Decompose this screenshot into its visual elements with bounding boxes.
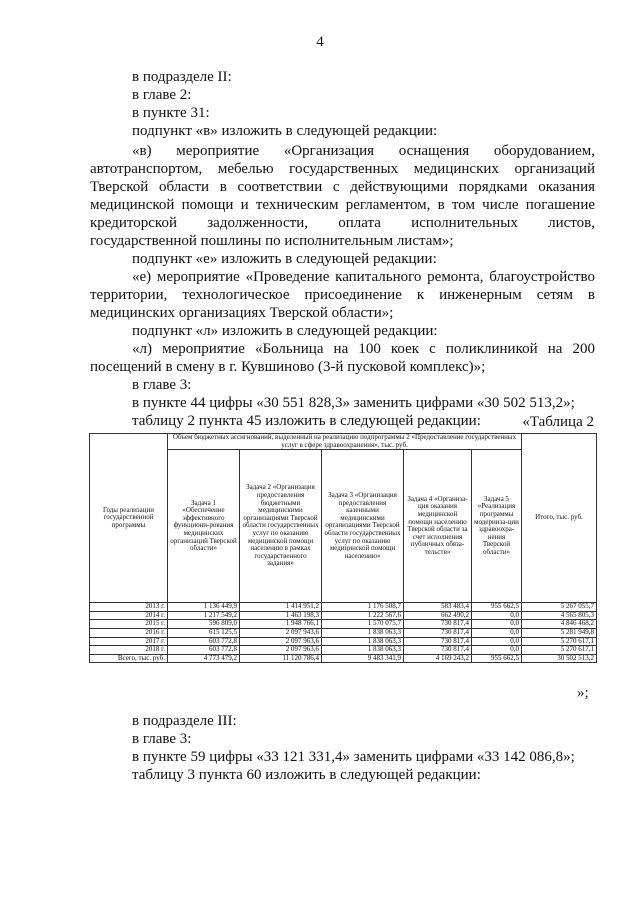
cell-value: 1 838 063,3	[322, 646, 404, 655]
cell-value: 2 097 963,6	[240, 637, 322, 646]
text-line: в подразделе II:	[132, 69, 232, 85]
text-line: подпункт «е» изложить в следующей редакции:	[132, 251, 437, 267]
text-line: медицинских организациях Тверской области»;	[90, 305, 394, 321]
text-line: подпункт «в» изложить в следующей редакции:	[132, 123, 438, 139]
cell-value: 2 097 943,6	[240, 628, 322, 637]
page-number: 4	[316, 34, 324, 50]
cell-year: 2014 г.	[90, 611, 168, 620]
cell-value: 0,0	[472, 646, 522, 655]
cell-value: 1 136 449,9	[168, 603, 240, 612]
text-line: кредиторской задолженности, оплата исполнительных листов,	[90, 215, 595, 231]
cell-value: 4 169 243,2	[404, 654, 472, 663]
cell-year: 2016 г.	[90, 628, 168, 637]
cell-total: 4 846 468,2	[522, 620, 597, 629]
text-line: в пункте 59 цифры «33 121 331,4» заменить цифрами «33 142 086,8»;	[132, 749, 575, 765]
text-line: государственной пошлины по исполнительным листам»;	[90, 233, 454, 249]
cell-value: 1 414 951,2	[240, 603, 322, 612]
table-close-quote: »;	[577, 685, 589, 701]
cell-value: 730 817,4	[404, 637, 472, 646]
cell-value: 1 222 567,6	[322, 611, 404, 620]
cell-total: 5 281 949,8	[522, 628, 597, 637]
table-row	[90, 646, 597, 655]
cell-value: 730 817,4	[404, 620, 472, 629]
cell-total: 30 502 513,2	[522, 654, 597, 663]
text-line: подпункт «л» изложить в следующей редакции:	[132, 323, 438, 339]
cell-total: 5 267 055,7	[522, 603, 597, 612]
cell-value: 662 490,2	[404, 611, 472, 620]
cell-value: 603 772,8	[168, 637, 240, 646]
cell-value: 1 463 198,3	[240, 611, 322, 620]
text-line: территории, технологическое присоединение к инженерным сетям в	[90, 287, 595, 303]
cell-value: 1 948 766,1	[240, 620, 322, 629]
text-line: в главе 3:	[132, 377, 192, 393]
cell-value: 11 120 786,4	[240, 654, 322, 663]
table-row	[90, 628, 597, 637]
header-group: Объем бюджетных ассигнований, выделенный на реализацию подпрограммы 2 «Предоставление государственных услуг в сфере здравоохранения», тыс. руб.	[168, 434, 522, 450]
cell-value: 730 817,4	[404, 628, 472, 637]
cell-value: 583 483,4	[404, 603, 472, 612]
header-task-2: Задача 2 «Организация предоставления бюджетными медицинскими организациями Тверской области государственных услуг по оказанию медицинской помощи населению в рамках государственного задания»	[240, 450, 322, 603]
text-line: в пункте 44 цифры «30 551 828,3» заменить цифрами «30 502 513,2»;	[132, 395, 575, 411]
text-line: медицинской помощи и техническим регламентом, в том числе погашение	[90, 197, 595, 213]
table-row-total	[90, 654, 597, 663]
cell-value: 603 772,8	[168, 646, 240, 655]
text-line: в главе 3:	[132, 731, 192, 747]
text-line: в пункте 31:	[132, 105, 210, 121]
text-line: в подразделе III:	[132, 713, 237, 729]
text-line: Тверской области в соответствии с действующими порядками оказания	[90, 179, 595, 195]
cell-value: 0,0	[472, 628, 522, 637]
table-row	[90, 637, 597, 646]
cell-value: 0,0	[472, 620, 522, 629]
cell-value: 615 125,5	[168, 628, 240, 637]
cell-value: 0,0	[472, 611, 522, 620]
header-task-1: Задача 1 «Обеспечение эффективного функциони-рования медицинских организаций Тверской области»	[168, 450, 240, 603]
cell-value: 4 773 479,2	[168, 654, 240, 663]
cell-value: 1 570 075,7	[322, 620, 404, 629]
table-caption: «Таблица 2	[522, 414, 594, 430]
cell-year: 2017 г.	[90, 637, 168, 646]
cell-value: 730 817,4	[404, 646, 472, 655]
cell-value: 1 217 549,2	[168, 611, 240, 620]
text-line: посещений в смену в г. Кувшиново (3-й пусковой комплекс)»;	[90, 359, 486, 375]
cell-total: 4 565 805,3	[522, 611, 597, 620]
text-line: таблицу 3 пункта 60 изложить в следующей редакции:	[132, 767, 481, 783]
cell-value: 596 809,0	[168, 620, 240, 629]
text-line: «е) мероприятие «Проведение капитального ремонта, благоустройство	[132, 269, 595, 285]
cell-value: 9 483 341,9	[322, 654, 404, 663]
budget-table	[89, 433, 597, 663]
cell-year: 2013 г.	[90, 603, 168, 612]
text-line: автотранспортом, мебелью государственных медицинских организаций	[90, 161, 595, 177]
cell-value: 955 662,5	[472, 603, 522, 612]
header-total: Итого, тыс. руб.	[522, 434, 597, 603]
cell-total: 5 270 617,1	[522, 646, 597, 655]
text-line: «в) мероприятие «Организация оснащения оборудованием,	[132, 143, 595, 159]
text-line: в главе 2:	[132, 87, 192, 103]
header-task-5: Задача 5 «Реализация программы модерниза-ции здравоохра-нения Тверской области»	[472, 450, 522, 603]
cell-value: 955 662,5	[472, 654, 522, 663]
header-years: Годы реализации государственной программы	[90, 434, 168, 603]
cell-value: 0,0	[472, 637, 522, 646]
text-line: «л) мероприятие «Больница на 100 коек с поликлиникой на 200	[132, 341, 595, 357]
cell-year: 2018 г.	[90, 646, 168, 655]
header-task-4: Задача 4 «Организа-ция оказания медицинской помощи населению Тверской области за счет исполнения публичных обяза-тельств»	[404, 450, 472, 603]
cell-year: Всего, тыс. руб.	[90, 654, 168, 663]
table-row	[90, 603, 597, 612]
text-line: таблицу 2 пункта 45 изложить в следующей редакции:	[132, 413, 481, 429]
cell-year: 2015 г.	[90, 620, 168, 629]
header-task-3: Задача 3 «Организация предоставления казенными медицинскими организациями Тверской области государственных услуг по оказанию медицинской помощи населению»	[322, 450, 404, 603]
cell-value: 2 097 963,6	[240, 646, 322, 655]
cell-value: 1 176 508,7	[322, 603, 404, 612]
cell-value: 1 838 063,3	[322, 628, 404, 637]
cell-value: 1 838 063,3	[322, 637, 404, 646]
cell-total: 5 270 617,1	[522, 637, 597, 646]
table-row	[90, 620, 597, 629]
table-row	[90, 611, 597, 620]
